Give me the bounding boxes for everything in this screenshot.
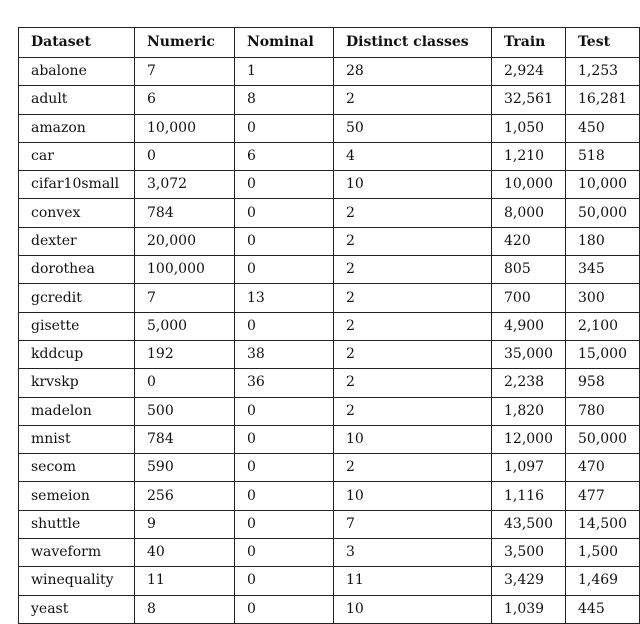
cell-numeric: 6: [135, 86, 235, 114]
cell-dataset: secom: [19, 454, 135, 482]
cell-test: 477: [566, 482, 640, 510]
cell-numeric: 3,072: [135, 171, 235, 199]
cell-distinct-classes: 2: [334, 397, 492, 425]
cell-train: 1,050: [492, 114, 566, 142]
table-row: [19, 142, 640, 170]
cell-distinct-classes: 2: [334, 284, 492, 312]
cell-train: 3,429: [492, 567, 566, 595]
table-row: [19, 482, 640, 510]
cell-dataset: adult: [19, 86, 135, 114]
cell-nominal: 0: [235, 539, 334, 567]
cell-test: 2,100: [566, 312, 640, 340]
cell-test: 16,281: [566, 86, 640, 114]
cell-numeric: 0: [135, 369, 235, 397]
cell-dataset: mnist: [19, 425, 135, 453]
column-header-dataset: Dataset: [19, 28, 135, 58]
cell-test: 958: [566, 369, 640, 397]
table-row: [19, 567, 640, 595]
cell-numeric: 10,000: [135, 114, 235, 142]
cell-test: 450: [566, 114, 640, 142]
cell-test: 50,000: [566, 425, 640, 453]
cell-nominal: 0: [235, 199, 334, 227]
cell-test: 470: [566, 454, 640, 482]
cell-nominal: 0: [235, 425, 334, 453]
cell-nominal: 0: [235, 312, 334, 340]
cell-dataset: madelon: [19, 397, 135, 425]
cell-dataset: yeast: [19, 595, 135, 623]
table-row: [19, 397, 640, 425]
cell-numeric: 590: [135, 454, 235, 482]
table-row: [19, 227, 640, 255]
cell-nominal: 0: [235, 567, 334, 595]
cell-dataset: amazon: [19, 114, 135, 142]
table-row: [19, 171, 640, 199]
table-row: [19, 425, 640, 453]
table-row: [19, 539, 640, 567]
cell-numeric: 500: [135, 397, 235, 425]
cell-test: 180: [566, 227, 640, 255]
cell-train: 1,116: [492, 482, 566, 510]
cell-numeric: 11: [135, 567, 235, 595]
cell-numeric: 7: [135, 58, 235, 86]
cell-dataset: shuttle: [19, 510, 135, 538]
cell-distinct-classes: 50: [334, 114, 492, 142]
column-header-distinct-classes: Distinct classes: [334, 28, 492, 58]
cell-train: 35,000: [492, 340, 566, 368]
cell-test: 345: [566, 256, 640, 284]
cell-train: 1,820: [492, 397, 566, 425]
cell-numeric: 100,000: [135, 256, 235, 284]
cell-test: 1,253: [566, 58, 640, 86]
cell-dataset: dorothea: [19, 256, 135, 284]
cell-train: 32,561: [492, 86, 566, 114]
cell-train: 43,500: [492, 510, 566, 538]
column-header-numeric: Numeric: [135, 28, 235, 58]
cell-dataset: winequality: [19, 567, 135, 595]
cell-distinct-classes: 10: [334, 482, 492, 510]
cell-distinct-classes: 11: [334, 567, 492, 595]
column-header-nominal: Nominal: [235, 28, 334, 58]
cell-train: 805: [492, 256, 566, 284]
cell-distinct-classes: 2: [334, 199, 492, 227]
cell-train: 1,210: [492, 142, 566, 170]
cell-test: 10,000: [566, 171, 640, 199]
cell-test: 15,000: [566, 340, 640, 368]
cell-distinct-classes: 4: [334, 142, 492, 170]
cell-train: 700: [492, 284, 566, 312]
cell-train: 2,924: [492, 58, 566, 86]
cell-test: 445: [566, 595, 640, 623]
cell-distinct-classes: 28: [334, 58, 492, 86]
cell-distinct-classes: 7: [334, 510, 492, 538]
cell-test: 1,469: [566, 567, 640, 595]
cell-nominal: 36: [235, 369, 334, 397]
table-row: [19, 199, 640, 227]
cell-dataset: cifar10small: [19, 171, 135, 199]
table-row: [19, 369, 640, 397]
cell-dataset: convex: [19, 199, 135, 227]
table-row: [19, 312, 640, 340]
cell-nominal: 1: [235, 58, 334, 86]
cell-train: 4,900: [492, 312, 566, 340]
cell-nominal: 0: [235, 256, 334, 284]
cell-train: 8,000: [492, 199, 566, 227]
cell-distinct-classes: 2: [334, 454, 492, 482]
table-row: [19, 284, 640, 312]
cell-nominal: 0: [235, 454, 334, 482]
cell-train: 1,039: [492, 595, 566, 623]
cell-numeric: 20,000: [135, 227, 235, 255]
table-row: [19, 86, 640, 114]
cell-nominal: 0: [235, 171, 334, 199]
cell-numeric: 192: [135, 340, 235, 368]
cell-dataset: kddcup: [19, 340, 135, 368]
cell-train: 10,000: [492, 171, 566, 199]
cell-nominal: 6: [235, 142, 334, 170]
table-row: [19, 454, 640, 482]
table-row: [19, 595, 640, 623]
cell-dataset: waveform: [19, 539, 135, 567]
cell-test: 14,500: [566, 510, 640, 538]
cell-numeric: 256: [135, 482, 235, 510]
cell-test: 50,000: [566, 199, 640, 227]
cell-numeric: 7: [135, 284, 235, 312]
cell-test: 780: [566, 397, 640, 425]
table-header: [19, 28, 640, 58]
cell-dataset: abalone: [19, 58, 135, 86]
cell-distinct-classes: 10: [334, 171, 492, 199]
cell-nominal: 0: [235, 510, 334, 538]
column-header-test: Test: [566, 28, 640, 58]
cell-test: 1,500: [566, 539, 640, 567]
header-row: [19, 28, 640, 58]
cell-nominal: 0: [235, 114, 334, 142]
cell-train: 1,097: [492, 454, 566, 482]
cell-distinct-classes: 3: [334, 539, 492, 567]
cell-test: 300: [566, 284, 640, 312]
cell-nominal: 0: [235, 482, 334, 510]
cell-numeric: 0: [135, 142, 235, 170]
cell-test: 518: [566, 142, 640, 170]
cell-train: 420: [492, 227, 566, 255]
cell-distinct-classes: 2: [334, 340, 492, 368]
cell-distinct-classes: 10: [334, 595, 492, 623]
cell-dataset: gcredit: [19, 284, 135, 312]
cell-nominal: 38: [235, 340, 334, 368]
cell-dataset: car: [19, 142, 135, 170]
table-row: [19, 340, 640, 368]
cell-distinct-classes: 2: [334, 369, 492, 397]
cell-train: 12,000: [492, 425, 566, 453]
cell-numeric: 40: [135, 539, 235, 567]
cell-train: 3,500: [492, 539, 566, 567]
cell-dataset: semeion: [19, 482, 135, 510]
table-row: [19, 510, 640, 538]
cell-dataset: gisette: [19, 312, 135, 340]
cell-distinct-classes: 2: [334, 256, 492, 284]
cell-distinct-classes: 10: [334, 425, 492, 453]
cell-distinct-classes: 2: [334, 227, 492, 255]
table-body: [19, 58, 640, 624]
cell-numeric: 784: [135, 425, 235, 453]
cell-distinct-classes: 2: [334, 312, 492, 340]
cell-numeric: 784: [135, 199, 235, 227]
table-row: [19, 256, 640, 284]
cell-nominal: 0: [235, 227, 334, 255]
cell-dataset: dexter: [19, 227, 135, 255]
cell-nominal: 0: [235, 595, 334, 623]
cell-nominal: 13: [235, 284, 334, 312]
table-row: [19, 58, 640, 86]
cell-numeric: 8: [135, 595, 235, 623]
dataset-table: [18, 27, 640, 624]
cell-nominal: 0: [235, 397, 334, 425]
cell-distinct-classes: 2: [334, 86, 492, 114]
cell-nominal: 8: [235, 86, 334, 114]
cell-train: 2,238: [492, 369, 566, 397]
cell-dataset: krvskp: [19, 369, 135, 397]
column-header-train: Train: [492, 28, 566, 58]
cell-numeric: 9: [135, 510, 235, 538]
table-row: [19, 114, 640, 142]
cell-numeric: 5,000: [135, 312, 235, 340]
